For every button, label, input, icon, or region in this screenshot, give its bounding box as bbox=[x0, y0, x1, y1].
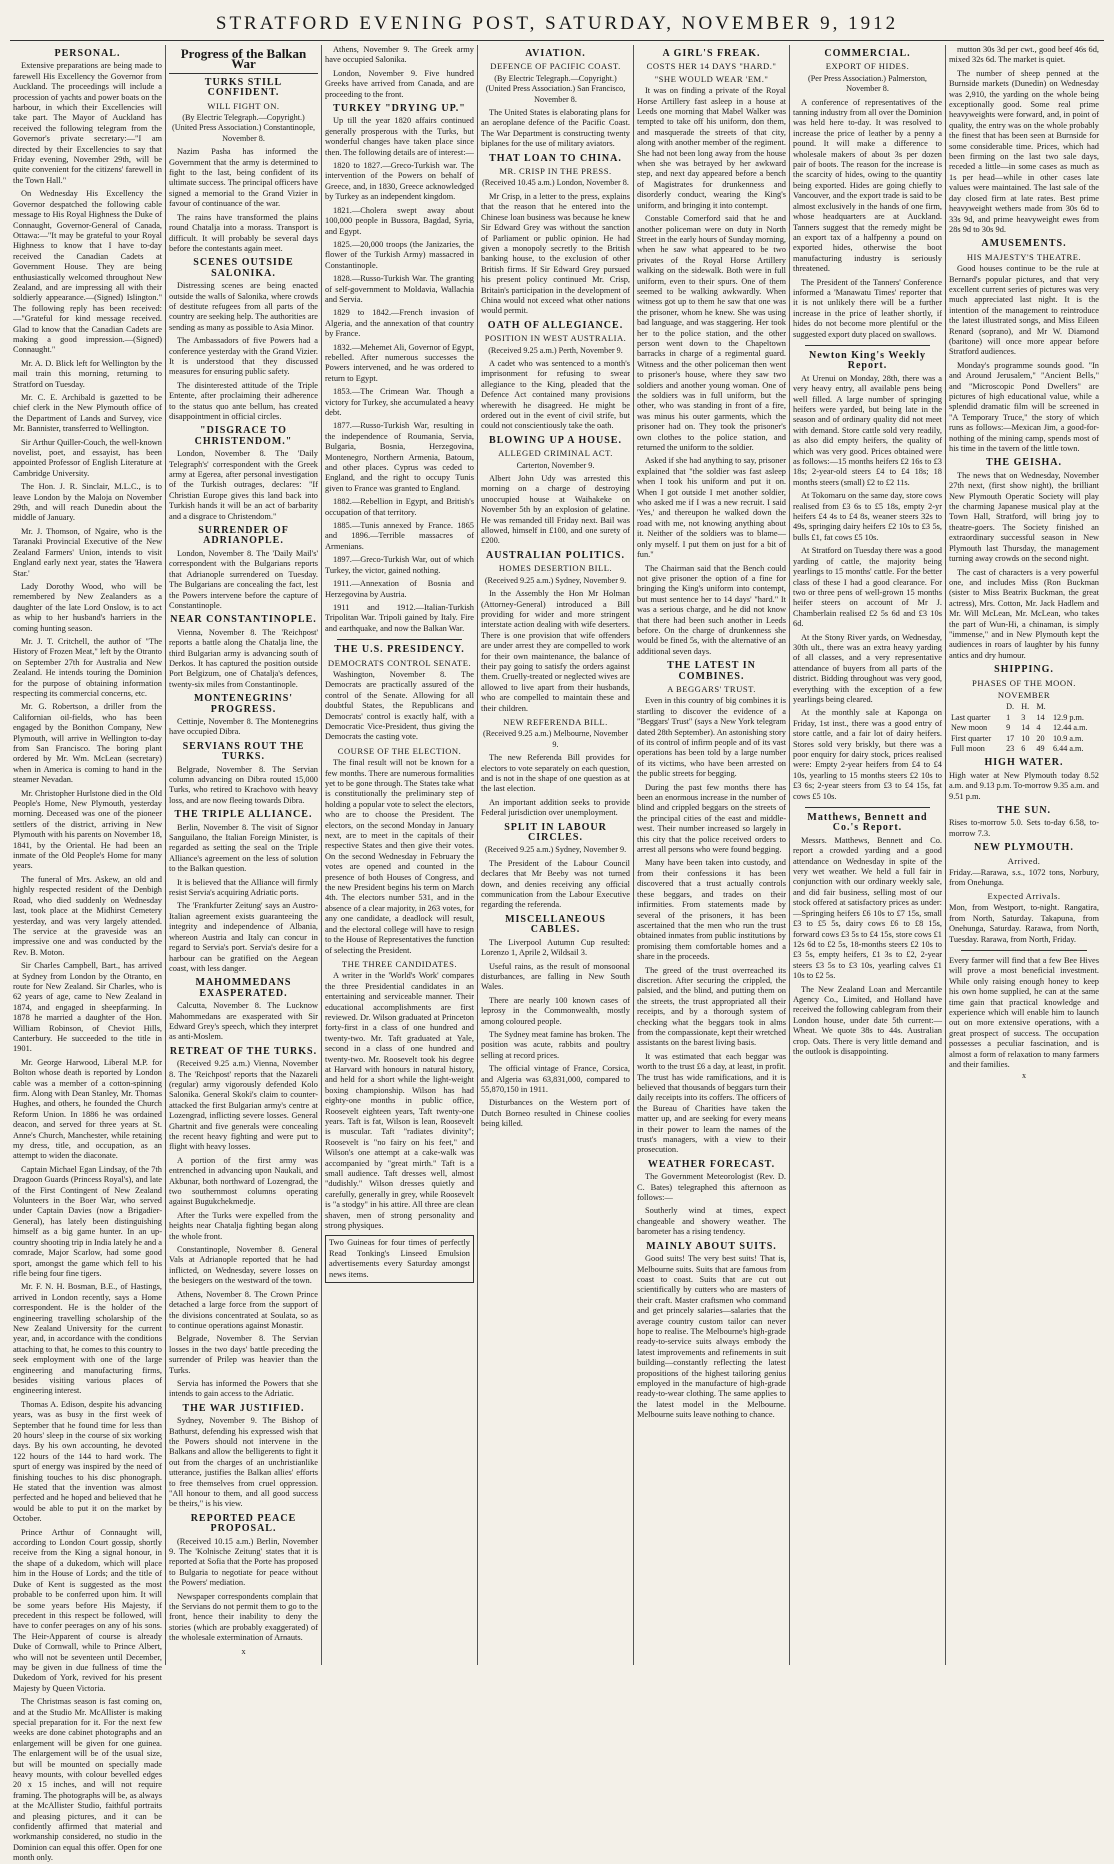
paragraph: At Tokomaru on the same day, store cows realised from £3 6s to £5 18s, empty 2-yr heifers £4 4s to £4 8s, weaner steers 32s to 49s, springing dairy heifers £2 10s to £3 5s, bulls £1, fat cows £5 10s. bbox=[793, 491, 942, 542]
paragraph: 1885.—Tunis annexed by France. 1865 and 1896.—Terrible massacres of Armenians. bbox=[325, 521, 474, 551]
moon-col-header bbox=[1051, 702, 1099, 712]
paragraph: 1828.—Russo-Turkish War. The granting of self-government to Moldavia, Wallachia and Servia. bbox=[325, 274, 474, 304]
paragraph: Useful rains, as the result of monsoonal disturbances, are falling in New South Wales. bbox=[481, 961, 630, 992]
moon-cell: 9 bbox=[1006, 723, 1011, 733]
dateline: (Received 9.25 a.m.) Sydney, November 9. bbox=[484, 575, 627, 585]
paragraph: The funeral of Mrs. Askew, an old and highly respected resident of the Denbigh Road, who died suddenly on Wednesday last, took place at the Midhirst Cemetery yesterday, and was very largely attended. The service at the graveside was an impressive one and was conducted by the Rev. B. Moton. bbox=[13, 874, 162, 957]
subheading: Expected Arrivals. bbox=[987, 890, 1061, 901]
article-body bbox=[481, 474, 630, 547]
paragraph: At the monthly sale at Kaponga on Friday, 1st inst., there was a good entry of store cattle, and a fair lot of dairy heifers. Stores sold very briskly, but there was a poor enquiry for dairy stock, prices realised were: Empty 2-year heifers from £4 to £4 10s, yearling to 15 months steers £2 10s to £3 6s; 2-year steers from £3 to £4 15s, fat cows £5 10s. bbox=[793, 708, 942, 801]
subheading: POSITION IN WEST AUSTRALIA. bbox=[484, 333, 627, 344]
subheading: PHASES OF THE MOON. bbox=[972, 677, 1076, 688]
subheading: WILL FIGHT ON. bbox=[207, 100, 280, 111]
subheading: MONTENEGRINS' PROGRESS. bbox=[193, 693, 294, 715]
subheading: HOMES DESERTION BILL. bbox=[498, 563, 613, 574]
article-body bbox=[793, 374, 942, 802]
column-7 bbox=[946, 45, 1102, 1665]
article-body bbox=[169, 765, 318, 807]
paragraph: The final result will not be known for a few months. There are numerous formalities yet to be gone through. The States take what is constitutionally the preliminary step of holding a popular vote to select the electors, who are to choose the President. The electors, on the second Monday in January next, are to meet in the capitals of their respective States and then give their votes. On the second Wednesday in February the votes are opened and counted in the presence of both Houses of Congress, and the new President begins his term on March 4th. The electors number 531, and in the absence of a clear majority, in 263 votes, for any one candidate, a deadlock will result, and the electoral college will have to resign to the House of Representatives the function of selecting the President. bbox=[325, 758, 474, 955]
paragraph: There are nearly 100 known cases of leprosy in the Commonwealth, mostly among coloured people. bbox=[481, 995, 630, 1026]
moon-cell: 10 bbox=[1021, 733, 1030, 743]
subheading: MAINLY ABOUT SUITS. bbox=[646, 1240, 777, 1252]
high-water-text: High water at New Plymouth today 8.52 a.m. and 9.13 p.m. To-morrow 9.35 a.m. and 9.51 p.m. bbox=[949, 770, 1099, 801]
paragraph: The United States is elaborating plans for an aeroplane defence of the Pacific Coast. The War Department is constructing twenty biplanes for the use of military aviators. bbox=[481, 108, 630, 149]
column-3 bbox=[322, 45, 478, 1665]
newspaper-page bbox=[10, 10, 1104, 1863]
paragraph: It was estimated that each beggar was worth to the trust £6 a day, at least, in profit. The trust has wide ramifications, and it is believed that thousands of beggars turn their daily receipts into its coffers. The officers of the Bureau of Charities have taken the matter up, and are seeking for every means in their power to learn the names of the trust's managers, with a view to their prosecution. bbox=[637, 1051, 786, 1155]
moon-phase-row bbox=[949, 744, 1099, 754]
paragraph: The news that on Wednesday, November 27th next, (first show night), the brilliant New Plymouth Operatic Society will play the charming Japanese musical play at the Town Hall, Stratford, will bring joy to theatre-goers. The Society finished an extraordinary successful season in New Plymouth last Thursday, the management turning away crowds on the second night. bbox=[949, 470, 1099, 564]
arrivals-text: Friday.—Rarawa, s.s., 1072 tons, Norbury, from Onehunga. bbox=[949, 868, 1099, 888]
subheading: TURKS STILL CONFIDENT. bbox=[204, 76, 283, 99]
subheading: SPLIT IN LABOUR CIRCLES. bbox=[504, 821, 607, 844]
article-body bbox=[949, 264, 1099, 454]
moon-cell: Last quarter bbox=[951, 712, 991, 722]
moon-cell: 12.44 a.m. bbox=[1052, 723, 1088, 733]
subheading: TURKEY "DRYING UP." bbox=[333, 103, 466, 115]
subheading: THE SUN. bbox=[996, 805, 1052, 817]
paragraph: mutton 30s 3d per cwt., good beef 46s 6d, mixed 32s 6d. The market is quiet. bbox=[949, 45, 1099, 65]
paragraph: London, November 8. The 'Daily Mail's' correspondent with the Bulgarians reports that Adrianople surrendered on Tuesday. The Bulgarians are concealing the fact, lest the Powers intervene before the capture of Constantinople. bbox=[169, 548, 318, 610]
article-body bbox=[169, 1537, 318, 1644]
paragraph: A conference of representatives of the tanning industry from all over the Dominion was held here to-day. It was resolved to increase the price of leather by a penny a pound. It will make a difference to wholesale makers of about 3s per dozen pair of boots. The reason for the increase is the scarcity of hides, owing to the quantity being exported. Hides are going chiefly to Vancouver, and the export trade is said to be almost exclusively in the hands of one firm, whose headquarters are at Auckland. Tanners suggest that the remedy might be an export tax of a halfpenny a pound on exported hides, otherwise the boot manufacturing industry is seriously threatened. bbox=[793, 97, 942, 274]
paragraph: 1877.—Russo-Turkish War, resulting in the independence of Roumania, Servia, Bulgaria, Bosnia, Herzegovina, Montenegro, Northern Armenia, Batoum, and other places. Cyprus was ceded to England, and the right to occupy Tunis given to France was granted to England. bbox=[325, 421, 474, 493]
paragraph: The President of the Tanners' Conference informed a 'Manawatu Times' reporter that it is not unlikely there will be a further increase in the price of leather shortly, if hides do not become more plentiful or the suggested export duty placed on swallows. bbox=[793, 277, 942, 339]
article-body bbox=[481, 753, 630, 818]
moon-phase-table bbox=[949, 702, 1099, 754]
moon-cell: 6 bbox=[1021, 744, 1026, 753]
article-body bbox=[169, 823, 318, 975]
expected-arrivals-text: Mon, from Westport, to-night. Rangatira, from North, Saturday. Takapuna, from Onehunga, Saturday. Rarawa, from North, Tuesday. Rarawa, from North, Friday. bbox=[949, 903, 1099, 944]
paragraph: Sir Arthur Quiller-Couch, the well-known novelist, poet, and essayist, has been appointed Professor of English Literature at Cambridge University. bbox=[13, 437, 162, 478]
section-heading: Progress of the Balkan War bbox=[169, 49, 318, 74]
paragraph: Mr. J. T. Critchell, the author of "The History of Frozen Meat," left by the Otranto on September 27th for Australia and New Zealand. He intends touring the Dominion for the purpose of obtaining information respecting its commercial concerns, etc. bbox=[13, 636, 162, 698]
column-1 bbox=[10, 45, 166, 1863]
subheading: COURSE OF THE ELECTION. bbox=[337, 745, 462, 756]
paragraph: 1882.—Rebellion in Egypt, and British's occupation of that territory. bbox=[325, 497, 474, 517]
paragraph: Constable Comerford said that he and another policeman were on duty in North Street in the early hours of Sunday morning, when he saw what appeared to be two privates of the Royal Horse Artillery walking on the sidewalk. Both were in full uniform, even to their spurs. One of them seemed to be walking awkwardly. When witness got up to them he saw that one was the prisoner, whom he knew. She was using bad language, and was staggering. Her took her to the police station, and the other person went down to the Chapeltown barracks in charge of a regimental guard. Witness and the other policeman then went to prisoner's house, where they saw two soldiers and another young woman. One of the soldiers was in full uniform, but the other, who was standing in front of a fire, was minus his outer garments, which the prisoner had on. They took the prisoner's own clothes to the police station, and returned the uniform to the soldier. bbox=[637, 214, 786, 453]
paragraph: The Ambassadors of five Powers had a conference yesterday with the Grand Vizier. It is understood that they discussed measures for ensuring public safety. bbox=[169, 336, 318, 377]
paragraph: The Sydney meat famine has broken. The position was acute, rabbits and poultry selling at record prices. bbox=[481, 1029, 630, 1060]
article-body bbox=[481, 359, 630, 432]
paragraph: 1853.—The Crimean War. Though a victory for Turkey, she accumulated a heavy debt. bbox=[325, 387, 474, 417]
paragraph: Mr. C. E. Archibald is gazetted to be chief clerk in the New Plymouth office of the Department of Lands and Survey, vice Mr. Bannister, transferred to Wellington. bbox=[13, 393, 162, 434]
paragraph: 1829 to 1842.—French invasion of Algeria, and the annexation of that country by France. bbox=[325, 308, 474, 339]
moon-cell: 14 bbox=[1036, 712, 1045, 722]
paragraph: 1911.—Annexation of Bosnia and Herzegovina by Austria. bbox=[325, 579, 474, 599]
article-body bbox=[169, 147, 318, 254]
subheading: ALLEGED CRIMINAL ACT. bbox=[498, 448, 613, 459]
moon-col-header: D. bbox=[1006, 702, 1015, 712]
article-body bbox=[481, 192, 630, 317]
divider bbox=[961, 950, 1087, 951]
paragraph: The number of sheep penned at the Burnside markets (Dunedin) on Wednesday was 2,910, the yarding on the whole being exceptionally good. Some real prime heavyweights were forward, and, in point of quality, the entry was on the whole probably the finest that has been seen at Burnside for some considerable time. Prices, which had been firming on the last two sale days, receded a little—in some cases as much as 1s per head—while in other cases late values were maintained. The last sale of the day closed firm at late rates. Best prime heavyweight wethers made from 30s 6d to 33s 9d, and prime heavyweight ewes from 28s 9d to 30s 9d. bbox=[949, 68, 1099, 234]
paragraph: Washington, November 8. The Democrats are practically assured of the control of the Senate. Allowing for all doubtful States, the Republicans and Democrats' control is exactly half, with a Democratic Vice-President, thus giving the Democrats the casting vote. bbox=[325, 669, 474, 742]
paragraph: The greed of the trust overreached its discretion. After securing the crippled, the palsied, and the blind, and putting them on the streets, the trust appropriated all their receipts, and by a thorough system of checking what the beggars took in alms from the compassionate, kept their wretched assistants on the barest living basis. bbox=[637, 965, 786, 1048]
subheading: SURRENDER OF ADRIANOPLE. bbox=[198, 525, 289, 547]
article-body bbox=[481, 108, 630, 150]
subheading: MR. CRISP IN THE PRESS. bbox=[499, 166, 612, 177]
subheading: Matthews, Bennett and Co.'s Report. bbox=[807, 812, 928, 834]
subheading: COMMERCIAL. bbox=[824, 48, 911, 59]
paragraph: Belgrade, November 8. The Servian losses in the two days' battle preceding the surrender of Prilep was heavier than the Turks. bbox=[169, 1334, 318, 1375]
paragraph: Disturbances on the Western port of Dutch Borneo resulted in Chinese coolies being killed. bbox=[481, 1098, 630, 1129]
moon-cell: 3 bbox=[1021, 712, 1026, 722]
article-body bbox=[481, 938, 630, 1130]
paragraph: Captain Michael Egan Lindsay, of the 7th Dragoon Guards (Princess Royal's), and late of the First Contingent of New Zealand Volunteers in the Boer War, who served under Captain Davies (now a Brigadier-General), has lately been distinguishing himself as a big game hunter. In an up-country shooting trip in India lately he and a comrade, Major Scarlow, had some good sport, amongst the game which fell to his rifle being four fine tigers. bbox=[13, 1164, 162, 1278]
column-2 bbox=[166, 45, 322, 1665]
paragraph: Athens, November 8. The Crown Prince detached a large force from the support of the divisions concentrated at Soulata, so as to continue operations against Monastir. bbox=[169, 1289, 318, 1330]
sun-text: Rises to-morrow 5.0. Sets to-day 6.58, to-morrow 7.3. bbox=[949, 818, 1099, 838]
column-6 bbox=[790, 45, 946, 1665]
paragraph: After the Turks were expelled from the heights near Chatalja fighting began along the whole front. bbox=[169, 1210, 318, 1241]
paragraph: The President of the Labour Council declares that Mr Beeby was not turned down, and denies receiving any official communication from the Labour Executive regarding the referenda. bbox=[481, 858, 630, 910]
article-body bbox=[325, 116, 474, 634]
article-body bbox=[793, 836, 942, 1058]
subheading: BLOWING UP A HOUSE. bbox=[489, 434, 622, 446]
moon-cell: 12.9 p.m. bbox=[1052, 712, 1084, 722]
subheading: DEMOCRATS CONTROL SENATE. bbox=[327, 657, 472, 668]
dateline: (By Electric Telegraph.—Copyright.) (United Press Association.) San Francisco, November 8. bbox=[485, 73, 626, 104]
column-4 bbox=[478, 45, 634, 1665]
subheading: COSTS HER 14 DAYS "HARD." bbox=[646, 61, 777, 72]
subheading: DEFENCE OF PACIFIC COAST. bbox=[490, 61, 621, 72]
paragraph: Albert John Udy was arrested this morning on a charge of destroying unoccupied house at Waihakeke on November 5th by an explosion of gelatine. He was remanded till Friday next. Bail was allowed, himself in £100, and one surety of £200. bbox=[481, 474, 630, 546]
moon-table-header bbox=[949, 702, 1099, 712]
paragraph: Belgrade, November 8. The Servian column advancing on Dibra routed 15,000 Turks, who retired to Krachovo with heavy loss, and are now fleeing towards Dibra. bbox=[169, 764, 318, 805]
article-body bbox=[13, 61, 162, 1863]
paragraph: The Christmas season is fast coming on, and at the Studio Mr. McAllister is making special preparation for it. For the next few weeks are done cabinet photographs and an enlargement will be given for one guinea. The enlargement will be of the usual size, but will be mounted on specially made heavy mounts, with colour bevelled edges 20 x 15 inches, and will not require framing. The photographs will be, as always at the McAllister Studio, faithful portraits and pleasing pictures, and it can be confidently affirmed that material and workmanship considered, no studio in the Dominion can equal this offer. Open for one month only. bbox=[13, 1697, 162, 1863]
subheading: THE U.S. PRESIDENCY. bbox=[334, 644, 465, 656]
paragraph: The official vintage of France, Corsica, and Algeria was 63,831,000, compared to 55,870,150 in 1911. bbox=[481, 1064, 630, 1094]
paragraph: Servia has informed the Powers that she intends to gain access to the Adriatic. bbox=[169, 1378, 318, 1399]
section-heading: PERSONAL. bbox=[54, 48, 121, 59]
dateline: (Received 9.25 a.m.) Sydney, November 9. bbox=[484, 845, 627, 855]
article-body bbox=[169, 449, 318, 522]
article-body bbox=[169, 1416, 318, 1510]
paragraph: The disinterested attitude of the Triple Entente, after proclaiming their adherence to the status quo ante bellum, has created disappointment in official circles. bbox=[169, 380, 318, 421]
paragraph: Good houses continue to be the rule at Bernard's popular pictures, and that very excellent current series of pictures was very much appreciated last night. It is the intention of the management to reintroduce the latest illustrated songs, and Miss Eileen Renard (soprano), and Mr W. Diamond (baritone) will once more appear before Stratford audiences. bbox=[949, 264, 1099, 357]
moon-cell: New moon bbox=[951, 723, 988, 733]
subheading: A BEGGARS' TRUST. bbox=[667, 683, 756, 694]
paragraph: Mr. G. Robertson, a driller from the Californian oil-fields, who has been engaged by the Bonithon Company, New Plymouth, will arrive in Wellington to-day from San Francisco. The boring plant ordered by Mr. Wm. McLean (secretary) when in America is coming to hand in the steamer Nevadan. bbox=[13, 702, 162, 785]
paragraph: Vienna, November 8. The 'Reichpost' reports a battle along the Chatalja line, the third Bulgarian army is advancing south of Derkos. It has captured the position outside Port Belgizum, one of Chatalja's defences, twenty-six miles from Constantinople. bbox=[169, 627, 318, 689]
subheading: THE GEISHA. bbox=[985, 457, 1063, 469]
paragraph: Good suits! The very best suits! That is, Melbourne suits. Suits that are famous from coast to coast. Suits that are cut out scientifically by cutters who are masters of their craft. Master craftsmen who command and get princely salaries—salaries that the average country custom tailor can never hope to realise. The Melbourne's high-grade ready-to-service suits always embody the latest improvements and refinements in suit building—constantly reflecting the latest propositions of the highest tailoring genius employed in the manufacture of high-grade ready-to-wear clothing. The same applies to the latest model in the Melbourne. Melbourne suits leave nothing to chance. bbox=[637, 1254, 786, 1420]
column-5 bbox=[634, 45, 790, 1665]
paragraph: London, November 8. The 'Daily Telegraph's' correspondent with the Greek army at Egerea, after personal investigation of the Turkish outrages, declares: "If Christian Europe gives this land back into Turkish hands it will be an act of barbarity and a disgrace to Christendom." bbox=[169, 449, 318, 521]
paragraph: A writer in the 'World's Work' compares the three Presidential candidates in an entertaining and serviceable manner. Their educational accomplishments are first reviewed. Dr. Wilson graduated at Princeton forty-first in a class of one hundred and twenty-two. Mr. Taft graduated at Yale, second in a class of one hundred and twenty-two. Mr. Roosevelt took his degree at Harvard with honours in natural history, and held for a short while the light-weight boxing championship. Wilson has had eighty-one months in public office, Roosevelt eighteen years, Taft twenty-one years. Taft is fat, Wilson is lean, Roosevelt is muscular. Taft "radiates divinity"; Roosevelt is "no fairy on his feet," and Wilson's one attempt at a cake-walk was accompanied by "great mirth." Taft is a small audience. Taft dresses well, almost "dudishly." Wilson dresses quietly and carefully, generally in grey, while Roosevelt is "a stodgy" in his attire. All three are clean shaven, men of strong personality and strong physiques. bbox=[325, 971, 474, 1231]
subheading: HIGH WATER. bbox=[984, 757, 1064, 769]
article-body bbox=[169, 549, 318, 611]
paragraph: Asked if she had anything to say, prisoner explained that "the soldier was fast asleep when I took his uniform and put it on. When I got outside I met another soldier, who asked me if I was a new recruit. I said 'Yes,' and thereupon he walked down the road with me, not knowing anything about it. Neither of the soldiers was to blame—only myself. I put them on just for a bit of fun." bbox=[637, 456, 786, 560]
column-end-mark: x bbox=[241, 1646, 246, 1656]
paragraph: The new Referenda Bill provides for electors to vote separately on each question, and is not in the shape of one question as at the last election. bbox=[481, 753, 630, 794]
paragraph: In the Assembly the Hon Mr Holman (Attorney-General) introduced a Bill providing for wider and more stringent interstate action dealing with wife deserters. There is one provision that wife offenders are under arrest they are compelled to work for their own maintenance, the balance of their pay going to satisfy the orders against them. Cruelly-treated or neglected wives are allowed to live apart from their husbands, who are compelled to maintain these and their children. bbox=[481, 589, 630, 713]
paragraph: 1821.—Cholera swept away about 100,000 people in Bussora, Bagdad, Syria, and Egypt. bbox=[325, 205, 474, 236]
paragraph: Nazim Pasha has informed the Government that the army is determined to fight to the last, being confident of its ultimate success. The principal officers have signed a memorial to the Grand Vizier in favour of continuance of the war. bbox=[169, 147, 318, 209]
moon-cell: 10.9 a.m. bbox=[1052, 733, 1084, 743]
dateline: (Received 10.45 a.m.) London, November 8. bbox=[482, 178, 629, 188]
subheading: REPORTED PEACE PROPOSAL. bbox=[190, 1512, 297, 1535]
paragraph: At Stratford on Tuesday there was a good yarding of cattle, the majority being yearlings to 15 months' cattle. For the better class of these I had a good clearance. For two or three pens of well-grown 15 months heifer steers on account of Mr J. Chamberlain realised £2 5s 6d and £3 10s 6d. bbox=[793, 546, 942, 629]
article-body bbox=[481, 589, 630, 714]
subheading: Arrived. bbox=[1007, 855, 1041, 866]
subheading: A GIRL'S FREAK. bbox=[662, 48, 761, 59]
divider bbox=[805, 345, 930, 346]
paragraph: Mr. A. D. Blick left for Wellington by the mail train this morning, returning to Stratford on Tuesday. bbox=[13, 358, 162, 389]
paragraph: The New Zealand Loan and Mercantile Agency Co., Limited, and Holland have received the following cablegram from their London house, under date 5th current:—Wheat. We quote 38s to 44s. Australian crop. Oats. There is very little demand and the outlook is disappointing. bbox=[793, 984, 942, 1056]
subheading: OATH OF ALLEGIANCE. bbox=[487, 319, 624, 331]
article-body bbox=[169, 628, 318, 690]
paragraph: Athens, November 9. The Greek army have occupied Salonika. bbox=[325, 45, 474, 65]
article-body bbox=[481, 859, 630, 911]
paragraph: Mr Crisp, in a letter to the press, explains that the reason that he entered into the Chinese loan business was because he knew Sir Edward Grey was without the sanction of Parliament or public opinion. He had given a monopoly secretly to the British banking house, to the exclusion of other British firms. If Sir Edward Grey pursued his present policy continued Mr. Crisp, Britain's participation in the development of China would not exceed what other nations would permit. bbox=[481, 191, 630, 316]
subheading: SHIPPING. bbox=[994, 664, 1054, 676]
moon-cell: First quarter bbox=[951, 733, 992, 743]
subheading: MAHOMMEDANS EXASPERATED. bbox=[195, 977, 292, 999]
article-body bbox=[949, 471, 1099, 661]
article-body bbox=[169, 1059, 318, 1400]
paragraph: Lady Dorothy Wood, who will be remembered by New Zealanders as a daughter of the late Lord Onslow, is to act as whip to her husband's harriers in the coming hunting season. bbox=[13, 581, 162, 633]
moon-cell: 6.44 a.m. bbox=[1052, 744, 1084, 753]
paragraph: 1897.—Greco-Turkish War, out of which Turkey, the victor, gained nothing. bbox=[325, 555, 474, 575]
paragraph: Mr. F. N. H. Bosman, B.E., of Hastings, arrived in London recently, says a Home correspondent. He is the holder of the engineering travelling scholarship of the New Zealand University for the current year, and, in accordance with the conditions attaching to that, he comes to this country to seek employment with one of the large engineering and manufacturing firms, besides visiting various places of engineering interest. bbox=[13, 1282, 162, 1396]
paragraph: Cettinje, November 8. The Montenegrins have occupied Dibra. bbox=[169, 716, 318, 737]
paragraph: Distressing scenes are being enacted outside the walls of Salonika, where crowds of destitute refugees from all parts of the country are seeking help. The authorities are sending as many as possible to Asia Minor. bbox=[169, 281, 318, 332]
paragraph: Newspaper correspondents complain that the Servians do not permit them to go to the front, hence their inability to deny the stories (which are probably exaggerated) of the wholesale extermination of Arnauts. bbox=[169, 1591, 318, 1643]
paragraph: The 'Frankfurter Zeitung' says an Austro-Italian agreement exists guaranteeing the integrity and independence of Albania, whereon Austria and Italy can concur in regard to Servia's port. Servia's desire for a harbour can be gratified on the Aegean coast, with less danger. bbox=[169, 901, 318, 973]
moon-cell: 4 bbox=[1036, 723, 1041, 733]
subheading: THAT LOAN TO CHINA. bbox=[489, 152, 622, 164]
paragraph: 1820 to 1827.—Greco-Turkish war. The intervention of the Powers on behalf of Greece, and, in 1830, Greece acknowledged by Turkey as an independent kingdom. bbox=[325, 161, 474, 202]
article-body bbox=[793, 98, 942, 340]
paragraph: On Wednesday His Excellency the Governor despatched the following cable message to His Royal Highness the Duke of Connaught, Governor-General of Canada, Ottawa:—"It may be grateful to your Royal Highness to know that I have to-day received the Canadian Cadets at Government House. They are being enthusiastically welcomed throughout New Zealand, and are impressing all with their soldierly appearance.—(Signed) Islington." The following reply has been received:—"Grateful for kind message received. Glad to know that the Canadian Cadets are making a good impression.—(Signed) Connaught." bbox=[13, 189, 162, 355]
dateline: (By Electric Telegraph.—Copyright.) (United Press Association.) Constantinople, November 8. bbox=[171, 113, 316, 143]
paragraph: During the past few months there has been an enormous increase in the number of blind and crippled beggars on the streets of the principal cities of the east and middle-west. Their number increased so largely in this city that the police received orders to arrest all persons who were found begging. bbox=[637, 782, 786, 855]
paragraph: Mr. George Harwood, Liberal M.P. for Bolton whose death is reported by London cable was a member of a cotton-spinning firm. Along with Dean Stanley, Mr. Thomas Hughes, and others, he founded the Church Reform Union. In 1886 he was ordained deacon, and served for three years at St. Anne's Church, Manchester, while retaining my dress, title, and occupation, as an attempt to widen the diaconate. bbox=[13, 1057, 162, 1161]
paragraph: The Hon. J. R. Sinclair, M.L.C., is to leave London by the Maloja on November 29th, and will reach Dunedin about the middle of January. bbox=[13, 482, 162, 523]
paragraph: It is believed that the Alliance will firmly resist Servia's acquiring Adriatic ports. bbox=[169, 877, 318, 898]
paragraph: Mr. J. Thomson, of Ngaire, who is the Taranaki Provincial Executive of the New Zealand Farmers' Union, intends to visit England early next year, states the 'Hawera Star.' bbox=[13, 526, 162, 578]
moon-phase-row bbox=[949, 713, 1099, 723]
paragraph: (Received 10.15 a.m.) Berlin, November 9. The 'Kolnische Zeitung' states that it is reported at Sofia that the Porte has proposed to Bulgaria to negotiate for peace without the Powers' mediation. bbox=[169, 1536, 318, 1588]
subheading: NEW REFERENDA BILL. bbox=[503, 716, 608, 727]
subheading: WEATHER FORECAST. bbox=[647, 1158, 776, 1170]
paragraph: Sir Charles Campbell, Bart., has arrived at Sydney from London by the Otranto, en route for New Zealand. Sir Charles, who is 62 years of age, came to New Zealand in 1874, and engaged in sheepfarming. In 1878 he married a daughter of the Hon. William Robinson, of Cheviot Hills, Canterbury. He succeeded to the title in 1901. bbox=[13, 961, 162, 1054]
paragraph: Berlin, November 8. The visit of Signor Sanguilano, the Italian Foreign Minister, is regarded as setting the seal on the Triple Alliance's agreement on the less of solution to the Balkan question. bbox=[169, 822, 318, 874]
paragraph: Prince Arthur of Connaught will, according to London Court gossip, shortly receive from the King a signal honour, in the shape of a dukedom, which will place him in the House of Lords; and the title of Duke of Kent is suggested as the most probable to be conferred upon him. It will be some years before His Majesty, if precedent in this respect be followed, will have to confer peerages on any of his sons. The Heir-Apparent of course is already Duke of Cornwall, while to Prince Albert, who will not be seventeen until December, may be given in due fullness of time the Dukedom of York, revived for his present Majesty by Queen Victoria. bbox=[13, 1527, 162, 1693]
paragraph: 1825.—20,000 troops (the Janizaries, the flower of the Turkish Army) massacred in Constantinople. bbox=[325, 239, 474, 270]
moon-cell: 14 bbox=[1021, 723, 1030, 733]
paragraph: The rains have transformed the plains round Chatalja into a morass. Transport is difficult. It will probably be several days before the contestants again meet. bbox=[169, 212, 318, 253]
paragraph: A portion of the first army was entrenched in advancing upon Naukali, and Akbunar, both northward of Lozengrad, the two southernmost columns operating against Bugukchekmedje. bbox=[169, 1155, 318, 1207]
paragraph: It was on finding a private of the Royal Horse Artillery fast asleep in a house at Leeds one morning that Mabel Walker was tempted to take off his uniform, don them, and masquerade the streets of that city, along with another member of the regiment. She had not been long away from the house when she was betrayed by her awkward step, and next day appeared before a bench of Magistrates for drunkenness and disorderly conduct, wearing the King's uniform, and bringing it into contempt. bbox=[637, 86, 786, 210]
subheading: THE LATEST IN COMBINES. bbox=[667, 660, 756, 682]
article-body bbox=[637, 86, 786, 657]
subheading: THE WAR JUSTIFIED. bbox=[182, 1402, 305, 1414]
article-body bbox=[637, 1254, 786, 1421]
paragraph: A cadet who was sentenced to a month's imprisonment for refusing to swear allegiance to the King, pleaded that the Defence Act contained many provisions wherewith he disagreed. He might be ordered out in the event of civil strife, but could not conscientiously take the oath. bbox=[481, 358, 630, 431]
moon-cell: 23 bbox=[1006, 744, 1015, 753]
subheading: THE THREE CANDIDATES. bbox=[341, 958, 458, 969]
moon-table-body bbox=[949, 713, 1099, 755]
paragraph: The Government Meteorologist (Rev. D. C. Bates) telegraphed this afternoon as follows:— bbox=[637, 1172, 786, 1203]
paragraph: Extensive preparations are being made to farewell His Excellency the Governor from Auckland. The proceedings will include a procession of yachts and power boats on the harbour, in which their Excellencies will take part. The Mayor of Auckland has received the following telegram from the Governor's private secretary:—"I am directed by their Excellencies to say that Friday evening, November 29th, will be quite convenient for the citizens' farewell in the Town Hall." bbox=[13, 61, 162, 185]
paragraph: An important addition seeks to provide Federal jurisdiction over unemployment. bbox=[481, 797, 630, 818]
article-body: Every farmer will find that a few Bee Hives will prove a most beneficial investment. While only raising enough honey to keep his own home supplied, he can at the same time gain that practical knowledge and experience which will enable him to launch out on more extensive operations, with a great prospect of success. The occupation possesses a peculiar fascination, and is almost a form of relaxation to many farmers and their families. bbox=[949, 955, 1099, 1069]
subheading: AVIATION. bbox=[525, 48, 586, 59]
paragraph: Sydney, November 9. The Bishop of Bathurst, defending his expressed wish that the Powers should not intervene in the Balkans and allow the belligerents to fight it out from the charges of an unchristianlike utterance, justifies the Balkan allies' efforts to free themselves from cruel oppression. "All honour to them, and all good success be theirs," is his view. bbox=[169, 1416, 318, 1509]
article-body bbox=[325, 45, 474, 100]
article-body bbox=[325, 670, 474, 743]
dateline: Carterton, November 9. bbox=[516, 460, 595, 470]
columns bbox=[10, 45, 1104, 1863]
masthead: STRATFORD EVENING POST, SATURDAY, NOVEMBER 9, 1912 bbox=[10, 10, 1104, 41]
paragraph: 1832.—Mehemet Ali, Governor of Egypt, rebelled. After numerous successes the Powers intervened, and he was ordered to return to Egypt. bbox=[325, 342, 474, 383]
subheading: NEW PLYMOUTH. bbox=[974, 842, 1074, 854]
advertisement: Two Guineas for four times of perfectly Read Tonking's Linseed Emulsion advertisements every Saturday amongst news items. bbox=[325, 1235, 474, 1283]
subheading: HIS MAJESTY'S THEATRE. bbox=[966, 251, 1082, 262]
subheading: NEAR CONSTANTINOPLE. bbox=[170, 614, 317, 626]
moon-cell: 17 bbox=[1006, 733, 1015, 743]
column-end-mark: x bbox=[1021, 1071, 1027, 1081]
article-body bbox=[949, 45, 1099, 235]
moon-phase-row bbox=[949, 734, 1099, 744]
dateline: (Per Press Association.) Palmerston, November 8. bbox=[808, 73, 927, 94]
paragraph: Messrs. Matthews, Bennett and Co. report a crowded yarding and a good attendance on Wednesday in spite of the very wet weather. We held a full fair in conjunction with our ordinary weekly sale, and did fair business, selling most of our stock offered at satisfactory prices as under:—Springing heifers £6 10s to £7 15s, small £3 to £5 5s, dairy cows £6 to £8 15s, forward cows £3 5s to £4 15s, store cows £1 12s 6d to £2 5s, 18-months steers £2 10s to £3 5s, empty heifers, £1 3s to £2, 2-year steers £3 5s to £3 10s, yearling calves £1 10s to £2 5s. bbox=[793, 835, 942, 981]
paragraph: Calcutta, November 8. The Lucknow Mahommedans are exasperated with Sir Edward Grey's speech, which they interpret as anti-Moslem. bbox=[169, 1001, 318, 1042]
subheading: MISCELLANEOUS CABLES. bbox=[505, 913, 606, 936]
article-body bbox=[325, 971, 474, 1231]
moon-col-header: M. bbox=[1036, 702, 1046, 712]
paragraph: Many have been taken into custody, and from their confessions it has been discovered that a trust actually controls these beggars, and trades on their infirmities. From statements made by several of the prisoners, it has been ascertained that the men who run the trust obtained inmates from public institutions by promising them comfortable homes and a share in the proceeds. bbox=[637, 858, 786, 962]
paragraph: Up till the year 1820 affairs continued generally prosperous with the Turks, but wonderful changes have taken place since then. The following details are of interest:— bbox=[325, 116, 474, 157]
paragraph: 1911 and 1912.—Italian-Turkish Tripolitan War. Tripoli gained by Italy. Fire and earthquake, and now the Balkan War. bbox=[325, 602, 474, 633]
paragraph: Southerly wind at times, expect changeable and showery weather. The barometer has a rising tendency. bbox=[637, 1206, 786, 1237]
article-body bbox=[169, 1001, 318, 1043]
paragraph: Mr. Christopher Hurlstone died in the Old People's Home, New Plymouth, yesterday morning. Deceased was one of the pioneer settlers of the district, arriving in New Plymouth with his parents on November 18, 1841, by the Oriental. He had been an inmate of the Old People's Home for many years. bbox=[13, 788, 162, 871]
subheading: AMUSEMENTS. bbox=[981, 238, 1067, 250]
subheading: SCENES OUTSIDE SALONIKA. bbox=[193, 257, 294, 279]
moon-cell: 49 bbox=[1036, 744, 1045, 753]
paragraph: The Chairman said that the Bench could not give prisoner the option of a fine for bringing the King's uniform into contempt, but must sentence her to 14 days' "hard." It was a serious charge, and he did not know that there had been such another in Leeds before. On the charge of drunkenness she would be fined 5s, with the alternative of an additional seven days. bbox=[637, 563, 786, 656]
paragraph: Even in this country of big combines it is startling to discover the evidence of a "Beggars' Trust" (says a New York telegram dated 28th September). An astonishing story of its control of infirm people and of its vast operations has been told by a large number of its victims, who have been arrested on the public streets for begging. bbox=[637, 696, 786, 779]
paragraph: At the Stony River yards, on Wednesday, 30th ult., there was an extra heavy yarding of all classes, and a very representative attendance of buyers from all parts of the district. Bidding throughout was very good, everything with the exception of a few yearlings being cleared. bbox=[793, 632, 942, 704]
moon-cell: 1 bbox=[1006, 712, 1011, 722]
subheading: "DISGRACE TO CHRISTENDOM." bbox=[194, 425, 293, 447]
paragraph: Monday's programme sounds good. "In and Around Jerusalem," "Ancient Bells," and "Microscopic Pond Dwellers" are pictures of high educational value, while a splendid dramatic film will be screened in "A Temporary Truce," the story of which runs as follows:—Mexican Jim, a good-for-nothing of the mining camp, spends most of his time in the tavern of the little town. bbox=[949, 360, 1099, 454]
divider bbox=[805, 807, 930, 808]
paragraph: The cast of characters is a very powerful one, and includes Miss (Ron Buckman (sister to Miss Beatrix Buckman, the great actress), Mrs. Cotton, Mr. Jack Hadlem and Mr. Will McLean, Mr. McLean, who takes the part of Wun-Hi, a chinaman, is simply "immense," and in New Plymouth kept the audiences in roars of laughter by his funny antics and dry humour. bbox=[949, 567, 1099, 660]
subheading: "SHE WOULD WEAR 'EM." bbox=[654, 73, 769, 84]
moon-col-header bbox=[949, 702, 1004, 712]
moon-month: NOVEMBER bbox=[997, 689, 1051, 700]
moon-col-header: H. bbox=[1021, 702, 1030, 712]
divider bbox=[337, 639, 462, 640]
article-body bbox=[637, 1172, 786, 1237]
subheading: RETREAT OF THE TURKS. bbox=[169, 1045, 318, 1057]
paragraph: The Liverpool Autumn Cup resulted: Lorenzo 1, Aprile 2, Wildsail 3. bbox=[481, 937, 630, 958]
moon-phase-row bbox=[949, 723, 1099, 733]
paragraph: Thomas A. Edison, despite his advancing years, was as busy in the first week of September that he found time for less than 20 hours' sleep in the course of six working days. By his own accounting, he devoted 122 hours of the 144 to hard work. The spurt of energy was inspired by the need of finishing touches to his disc phonograph. He stated that the invention was almost perfected and he hoped and believed that he would be able to put it on the market by October. bbox=[13, 1399, 162, 1524]
paragraph: Constantinople, November 8. General Vals at Adrianople reported that he had inflicted, on Wednesday, severe losses on the besiegers on the westward of the town. bbox=[169, 1245, 318, 1286]
subheading: THE TRIPLE ALLIANCE. bbox=[174, 809, 313, 821]
subheading: SERVIANS ROUT THE TURKS. bbox=[182, 740, 305, 763]
dateline: (Received 9.25 a.m.) Melbourne, November 9. bbox=[482, 729, 629, 749]
subheading: EXPORT OF HIDES. bbox=[825, 61, 910, 72]
moon-cell: 20 bbox=[1036, 733, 1045, 743]
dateline: (Received 9.25 a.m.) Perth, November 9. bbox=[488, 345, 623, 355]
paragraph: London, November 9. Five hundred Greeks have arrived from Canada, and are proceeding to the front. bbox=[325, 68, 474, 99]
article-body bbox=[325, 758, 474, 956]
moon-cell: Full moon bbox=[951, 744, 985, 753]
subheading: Newton King's Weekly Report. bbox=[808, 349, 927, 372]
article-body bbox=[637, 696, 786, 1155]
paragraph: At Urenui on Monday, 28th, there was a very heavy entry, all available pens being well filled. A large number of springing heifers were yarded, but being late in the season and of ordinary quality did not meet with demand. Store cattle sold very readily, as also did empty heifers, the quality of which was very good. Prices obtained were as follows:—15 months heifers £2 16s to £3 18s; 2-year-old steers £4 to £4 18s; 18 months steers (small) £2 to £2 11s. bbox=[793, 373, 942, 487]
article-body bbox=[169, 281, 318, 422]
article-body bbox=[169, 717, 318, 738]
subheading: AUSTRALIAN POLITICS. bbox=[486, 549, 625, 561]
paragraph: (Received 9.25 a.m.) Vienna, November 8. The 'Reichpost' reports that the Nazareli (regular) army vigorously defended Kolo Salonika. General Skoki's claim to counter-attacked the first Bulgarian army's centre at Lozengrad, inflicting severe losses. General Ghartnit and five generals were concealing the recent heavy fighting and were put to flight with heavy losses. bbox=[169, 1059, 318, 1152]
